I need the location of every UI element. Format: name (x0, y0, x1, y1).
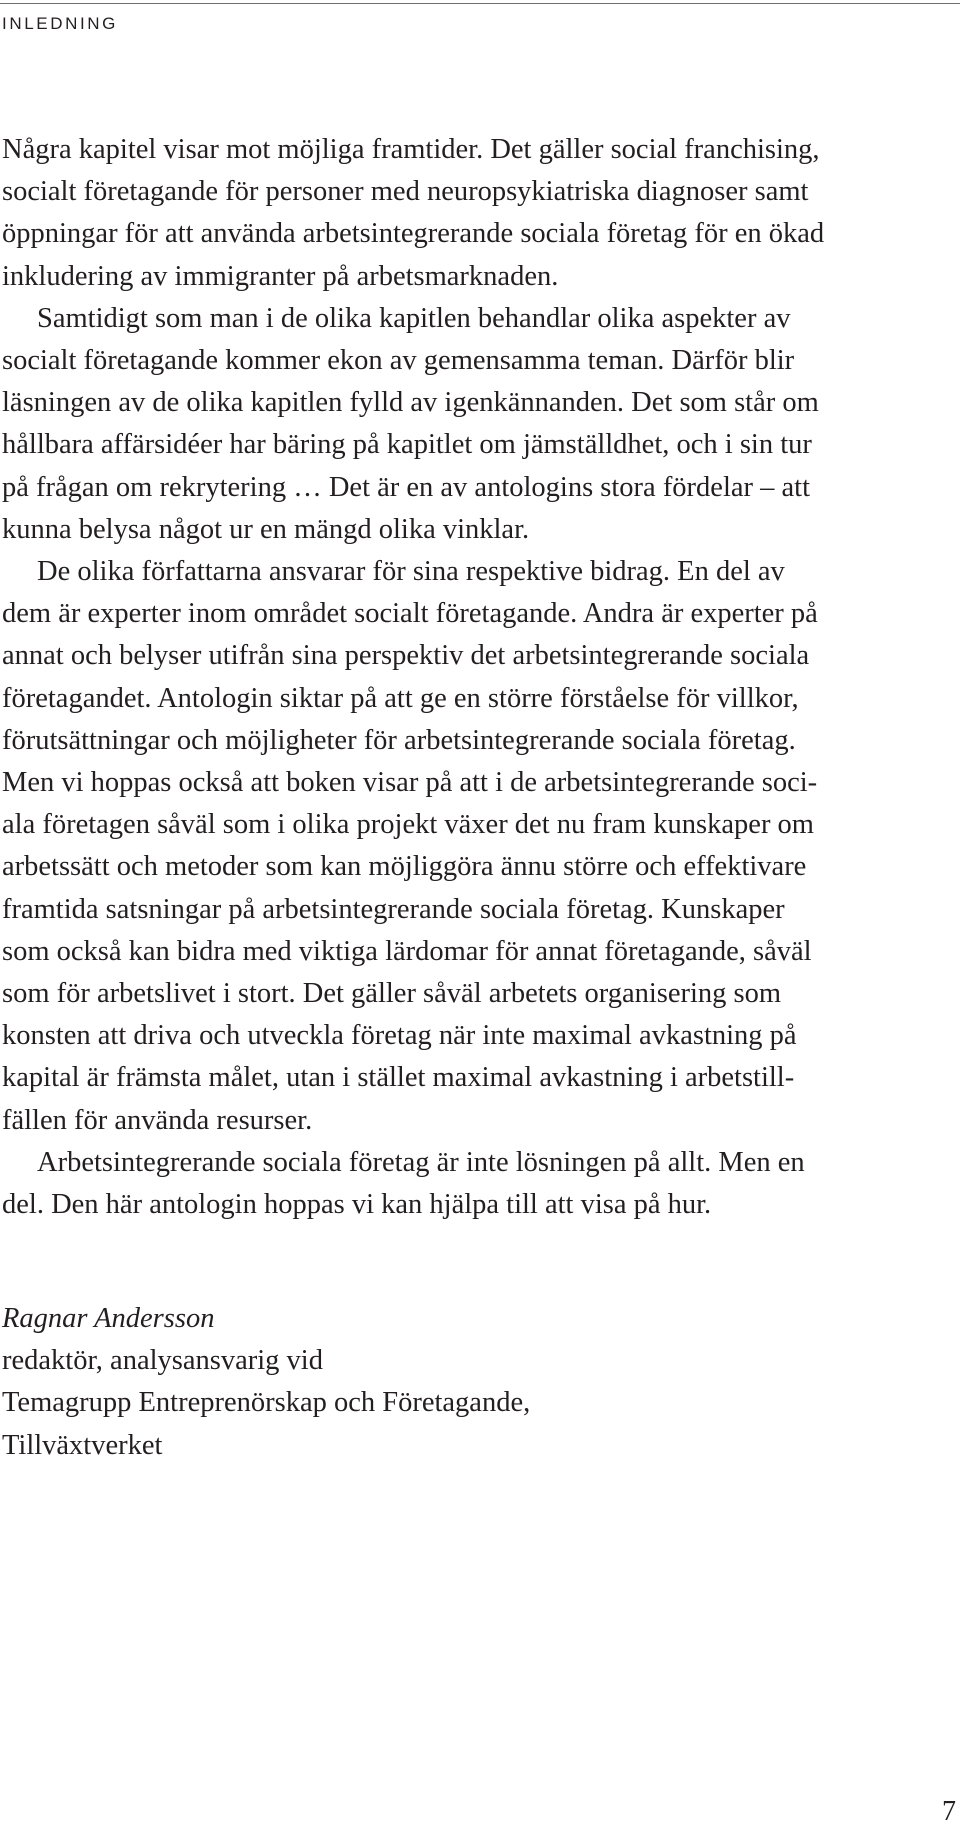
text-line: del. Den här antologin hoppas vi kan hjälpa till att visa på hur. (2, 1189, 712, 1221)
text-line: framtida satsningar på arbetsintegrerande sociala företag. Kunskaper (2, 893, 785, 925)
text-line: socialt företagande för personer med neuropsykiatriska diagnoser samt (2, 176, 809, 208)
text-line: företagandet. Antologin siktar på att ge en större förståelse för villkor, (2, 682, 799, 714)
text-line: Samtidigt som man i de olika kapitlen behandlar olika aspekter av (37, 302, 791, 334)
text-line: Men vi hoppas också att boken visar på att i de arbetsintegrerande soci- (2, 767, 818, 799)
page-number: 7 (942, 1796, 956, 1827)
text-line: arbetssätt och metoder som kan möjliggöra ännu större och effektivare (2, 851, 807, 883)
text-line: konsten att driva och utveckla företag när inte maximal avkastning på (2, 1020, 797, 1052)
text-line: fällen för använda resurser. (2, 1104, 313, 1136)
text-line: socialt företagande kommer ekon av gemensamma teman. Därför blir (2, 345, 795, 377)
text-line: som också kan bidra med viktiga lärdomar för annat företagande, såväl (2, 935, 812, 967)
text-line: läsningen av de olika kapitlen fylld av igenkännanden. Det som står om (2, 387, 819, 419)
text-line: hållbara affärsidéer har bäring på kapitlet om jämställdhet, och i sin tur (2, 429, 812, 461)
body-text (2, 129, 960, 1226)
header-rule (0, 3, 960, 4)
text-line: på frågan om rekrytering … Det är en av antologins stora fördelar – att (2, 471, 810, 503)
author-role: redaktör, analysansvarig vid (2, 1345, 323, 1377)
text-line: öppningar för att använda arbetsintegrerande sociala företag för en ökad (2, 218, 825, 250)
author-name: Ragnar Andersson (2, 1303, 215, 1334)
signature-block (2, 1298, 530, 1467)
text-line: som för arbetslivet i stort. Det gäller såväl arbetets organisering som (2, 978, 782, 1010)
text-line: inkludering av immigranter på arbetsmarknaden. (2, 260, 559, 292)
text-line: kapital är främsta målet, utan i stället maximal avkastning i arbetstill- (2, 1062, 795, 1094)
text-line: annat och belyser utifrån sina perspektiv det arbetsintegrerande sociala (2, 640, 810, 672)
text-line: ala företagen såväl som i olika projekt växer det nu fram kunskaper om (2, 809, 814, 841)
text-line: Några kapitel visar mot möjliga framtider. Det gäller social franchising, (2, 134, 820, 165)
text-line: Arbetsintegrerande sociala företag är inte lösningen på allt. Men en (37, 1146, 805, 1178)
author-agency: Tillväxtverket (2, 1429, 163, 1461)
running-head: INLEDNING (2, 14, 118, 33)
author-unit: Temagrupp Entreprenörskap och Företagande, (2, 1387, 531, 1419)
text-line: De olika författarna ansvarar för sina respektive bidrag. En del av (37, 556, 785, 588)
text-line: förutsättningar och möjligheter för arbetsintegrerande sociala företag. (2, 724, 796, 756)
text-line: dem är experter inom området socialt företagande. Andra är experter på (2, 598, 818, 630)
text-line: kunna belysa något ur en mängd olika vinklar. (2, 513, 530, 545)
